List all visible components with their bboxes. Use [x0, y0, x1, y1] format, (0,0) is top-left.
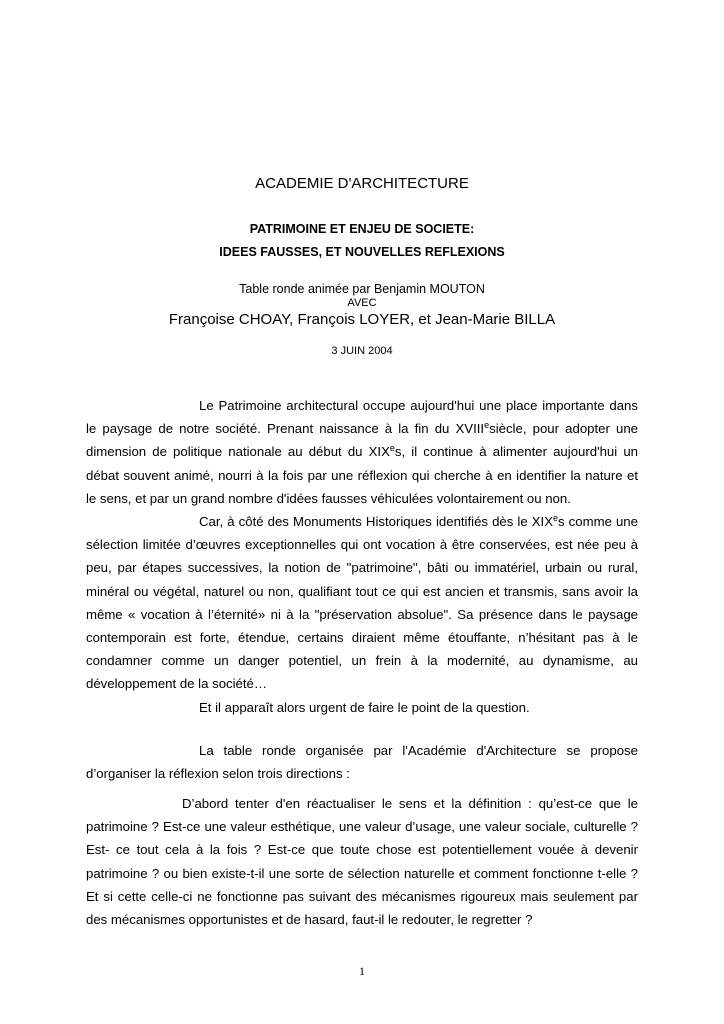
panelists-line: Françoise CHOAY, François LOYER, et Jean-Marie BILLA	[168, 311, 556, 328]
document-title-line-2: IDEES FAUSSES, ET NOUVELLES REFLEXIONS	[219, 245, 505, 259]
paragraph-monuments	[86, 510, 638, 696]
paragraph-round-table: La table ronde organisée par l'Académie d'Architecture se propose d’organiser la réflexion selon trois directions :	[86, 743, 638, 782]
moderator-line: Table ronde animée par Benjamin MOUTON	[239, 282, 485, 296]
page-number: 1	[359, 964, 365, 978]
superscript: e	[553, 513, 559, 524]
paragraph-text: s, il continue à alimenter aujourd'hui un débat souvent animé, nourri à la fois par une réflexion qui cherche à en identifier la nature et le sens, et par un grand nombre d'idées fausses véhiculées volontairement ou non.	[86, 444, 638, 506]
superscript: e	[484, 420, 490, 431]
paragraph-text: s comme une sélection limitée d’œuvres exceptionnelles qui ont vocation à être conservées, est née peu à peu, par étapes successives, la notion de "patrimoine", bâti ou immatériel, urbain ou rural, minéral ou végétal, naturel ou non, qualifiant tout ce qui est ancien et transmis, sans avoir la même « vocation à l’éternité» ni à la "préservation absolue". Sa présence dans le paysage contemporain est forte, étendue, certains diraient même étouffante, n’hésitant pas à le condamner comme un danger potentiel, un frein à la modernité, au dynamisme, au développement de la société…	[86, 514, 638, 692]
paragraph-intro	[86, 394, 638, 510]
paragraph-urgent: Et il apparaît alors urgent de faire le point de la question.	[199, 699, 530, 715]
avec-line: AVEC	[347, 297, 377, 309]
superscript: e	[389, 443, 395, 454]
paragraph-text: Le Patrimoine architectural occupe aujourd'hui une place importante dans le paysage de notre société. Prenant naissance à la fin du XVIII	[86, 398, 638, 437]
document-title-line-1: PATRIMOINE ET ENJEU DE SOCIETE:	[249, 222, 475, 236]
paragraph-text: Car, à côté des Monuments Historiques identifiés dès le XIX	[199, 514, 553, 530]
institution-heading: ACADEMIE D'ARCHITECTURE	[255, 175, 469, 192]
intro-section	[86, 394, 638, 719]
paragraph-first-direction: D’abord tenter d'en réactualiser le sens et la définition : qu’est-ce que le patrimoine ? Est-ce une valeur esthétique, une valeur d’usage, une valeur sociale, culturelle ? Est- ce tout cela à la fois ? Est-ce que toute chose est potentiellement vouée à devenir patrimoine ? ou bien existe-t-il une sorte de sélection naturelle et comment fonctionne t-elle ? Et si cette celle-ci ne fonctionne pas suivant des mécanismes rigoureux mais seulement par des mécanismes opportunistes et de hasard, faut-il le redouter, le regretter ?	[86, 796, 638, 928]
paragraph-text: siècle, pour adopter une dimension de politique nationale au début du XIX	[86, 421, 639, 460]
round-table-section	[86, 739, 638, 785]
direction-section	[86, 792, 638, 931]
date-line: 3 JUIN 2004	[331, 345, 393, 357]
